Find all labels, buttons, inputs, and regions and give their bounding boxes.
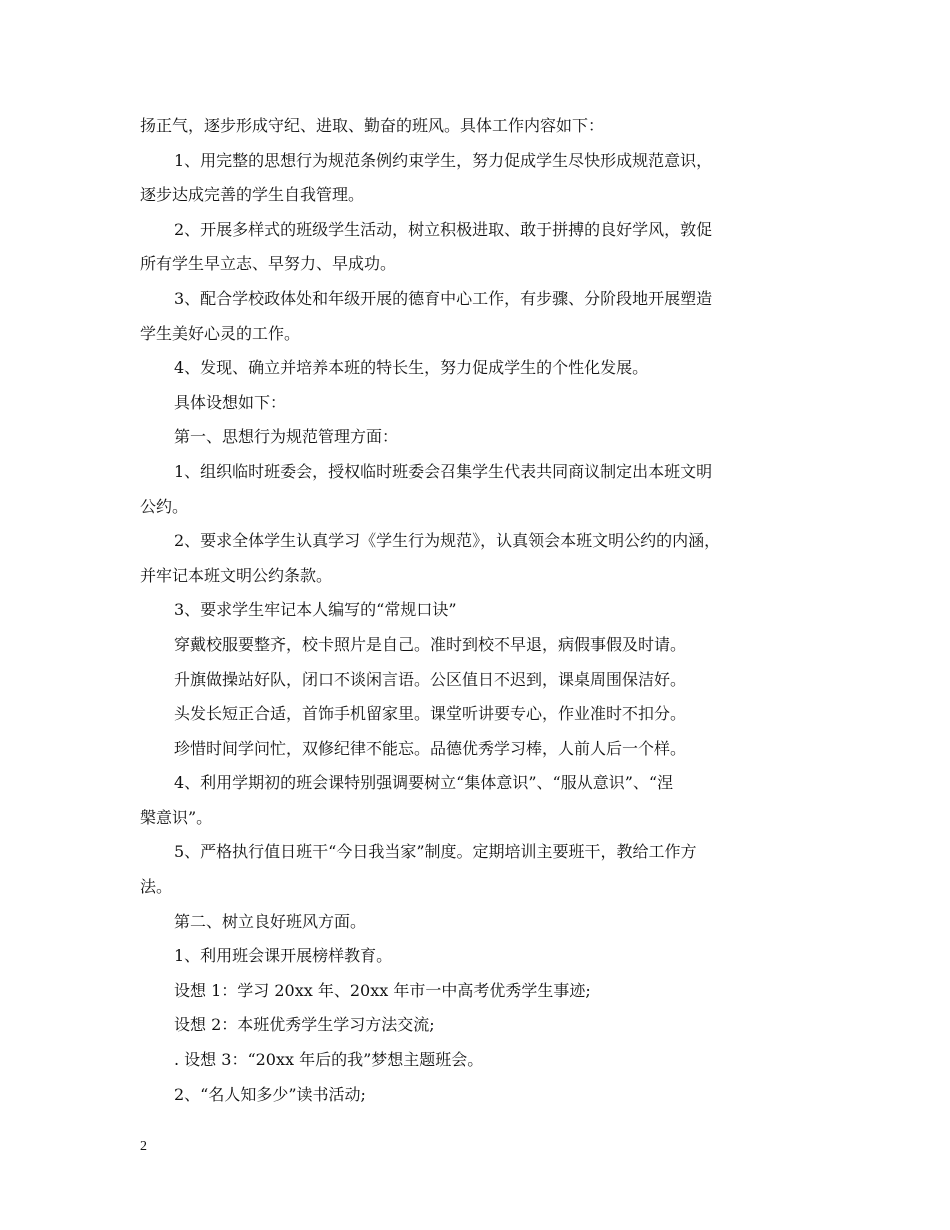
text-line: 所有学生早立志、早努力、早成功。	[140, 254, 397, 274]
text-line: 1、组织临时班委会，授权临时班委会召集学生代表共同商议制定出本班文明	[174, 461, 713, 481]
text-line: 3、配合学校政体处和年级开展的德育中心工作，有步骤、分阶段地开展塑造	[174, 288, 713, 308]
text-line: 设想 1：学习 20xx 年、20xx 年市一中高考优秀学生事迹;	[174, 980, 591, 1000]
text-line: 法。	[140, 877, 173, 897]
text-line: 扬正气，逐步形成守纪、进取、勤奋的班风。具体工作内容如下：	[140, 116, 605, 135]
verse-line: 头发长短正合适，首饰手机留家里。课堂听讲要专心，作业准时不扣分。	[174, 704, 687, 724]
page-number: 2	[140, 1139, 147, 1154]
section-intro: 具体设想如下：	[174, 392, 287, 412]
text-line: 学生美好心灵的工作。	[140, 323, 301, 343]
section-heading: 第二、树立良好班风方面。	[174, 911, 367, 931]
text-line: 2、“名人知多少”读书活动;	[174, 1084, 366, 1104]
text-line: 5、严格执行值日班干“今日我当家”制度。定期培训主要班干，教给工作方	[174, 842, 697, 862]
text-line: 1、利用班会课开展榜样教育。	[174, 946, 393, 966]
verse-line: 升旗做操站好队，闭口不谈闲言语。公区值日不迟到，课桌周围保洁好。	[174, 669, 687, 689]
text-line: 2、开展多样式的班级学生活动，树立积极进取、敢于拼搏的良好学风，敦促	[174, 219, 713, 239]
verse-line: 穿戴校服要整齐，校卡照片是自己。准时到校不早退，病假事假及时请。	[174, 634, 687, 654]
section-heading: 第一、思想行为规范管理方面：	[174, 427, 399, 447]
text-line: 并牢记本班文明公约条款。	[140, 565, 333, 585]
text-line: 3、要求学生牢记本人编写的“常规口诀”	[174, 600, 457, 620]
text-line: 设想 2：本班优秀学生学习方法交流;	[174, 1015, 435, 1035]
verse-line: 珍惜时间学问忙，双修纪律不能忘。品德优秀学习棒，人前人后一个样。	[174, 738, 687, 758]
text-line: 4、利用学期初的班会课特别强调要树立“集体意识”、“服从意识”、“涅	[174, 773, 674, 793]
text-line: 公约。	[140, 496, 189, 516]
text-line: 4、发现、确立并培养本班的特长生，努力促成学生的个性化发展。	[174, 358, 649, 378]
text-line: 槃意识”。	[140, 807, 213, 827]
document-body	[140, 113, 815, 1116]
text-line: 2、要求全体学生认真学习《学生行为规范》，认真领会本班文明公约的内涵，	[174, 531, 721, 551]
text-line: 逐步达成完善的学生自我管理。	[140, 185, 365, 205]
text-line: . 设想 3：“20xx 年后的我”梦想主题班会。	[174, 1050, 484, 1070]
text-line: 1、用完整的思想行为规范条例约束学生，努力促成学生尽快形成规范意识，	[174, 150, 713, 170]
